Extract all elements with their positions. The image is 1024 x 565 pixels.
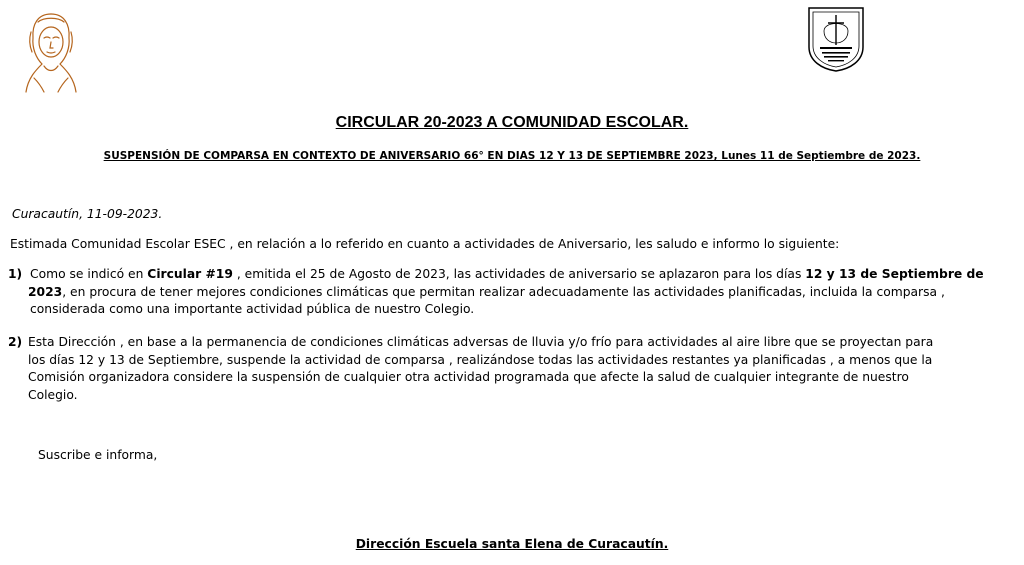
item-line: 2023, en procura de tener mejores condiciones climáticas que permitan realizar adecuadamente las actividades planificadas, incluida la comparsa , (28, 284, 945, 299)
closing-line: Suscribe e informa, (38, 448, 158, 462)
signature-line: Dirección Escuela santa Elena de Curacautín. (355, 537, 669, 551)
item-line: los días 12 y 13 de Septiembre, suspende la actividad de comparsa , realizándose todas las actividades restantes ya planificadas , a menos que la (28, 352, 933, 367)
dates-emphasis: 12 y 13 de Septiembre de (805, 267, 984, 281)
item-body (28, 334, 1018, 404)
school-crest-logo (806, 5, 866, 73)
year-emphasis: 2023 (28, 284, 63, 299)
circular-title: CIRCULAR 20-2023 A COMUNIDAD ESCOLAR. (335, 114, 689, 131)
founder-portrait-sketch (20, 8, 82, 94)
date-line: Curacautín, 11-09-2023. (12, 207, 163, 221)
greeting-paragraph: Estimada Comunidad Escolar ESEC , en relación a lo referido en cuanto a actividades de Aniversario, les saludo e informo lo siguiente: (10, 237, 840, 251)
item-line: Colegio. (28, 387, 78, 402)
item-number: 1) (8, 267, 23, 281)
item-body (28, 266, 1018, 319)
item-line: considerada como una importante actividad pública de nuestro Colegio. (30, 302, 475, 316)
circular-reference: Circular #19 (147, 267, 233, 281)
item-line: Como se indicó en Circular #19 , emitida el 25 de Agosto de 2023, las actividades de aniversario se aplazaron para los días 12 y 13 de Septiembre de (30, 267, 984, 281)
item-number: 2) (8, 335, 23, 349)
item-line: Esta Dirección , en base a la permanencia de condiciones climáticas adversas de lluvia y/o frío para actividades al aire libre que se proyectan para (28, 335, 934, 349)
item-line: Comisión organizadora considere la suspensión de cualquier otra actividad programada que afecte la salud de cualquier integrante de nuestro (28, 370, 909, 384)
circular-subtitle: SUSPENSIÓN DE COMPARSA EN CONTEXTO DE ANIVERSARIO 66° EN DIAS 12 Y 13 DE SEPTIEMBRE 2023, Lunes 11 de Septiembre de 2023. (103, 150, 921, 162)
